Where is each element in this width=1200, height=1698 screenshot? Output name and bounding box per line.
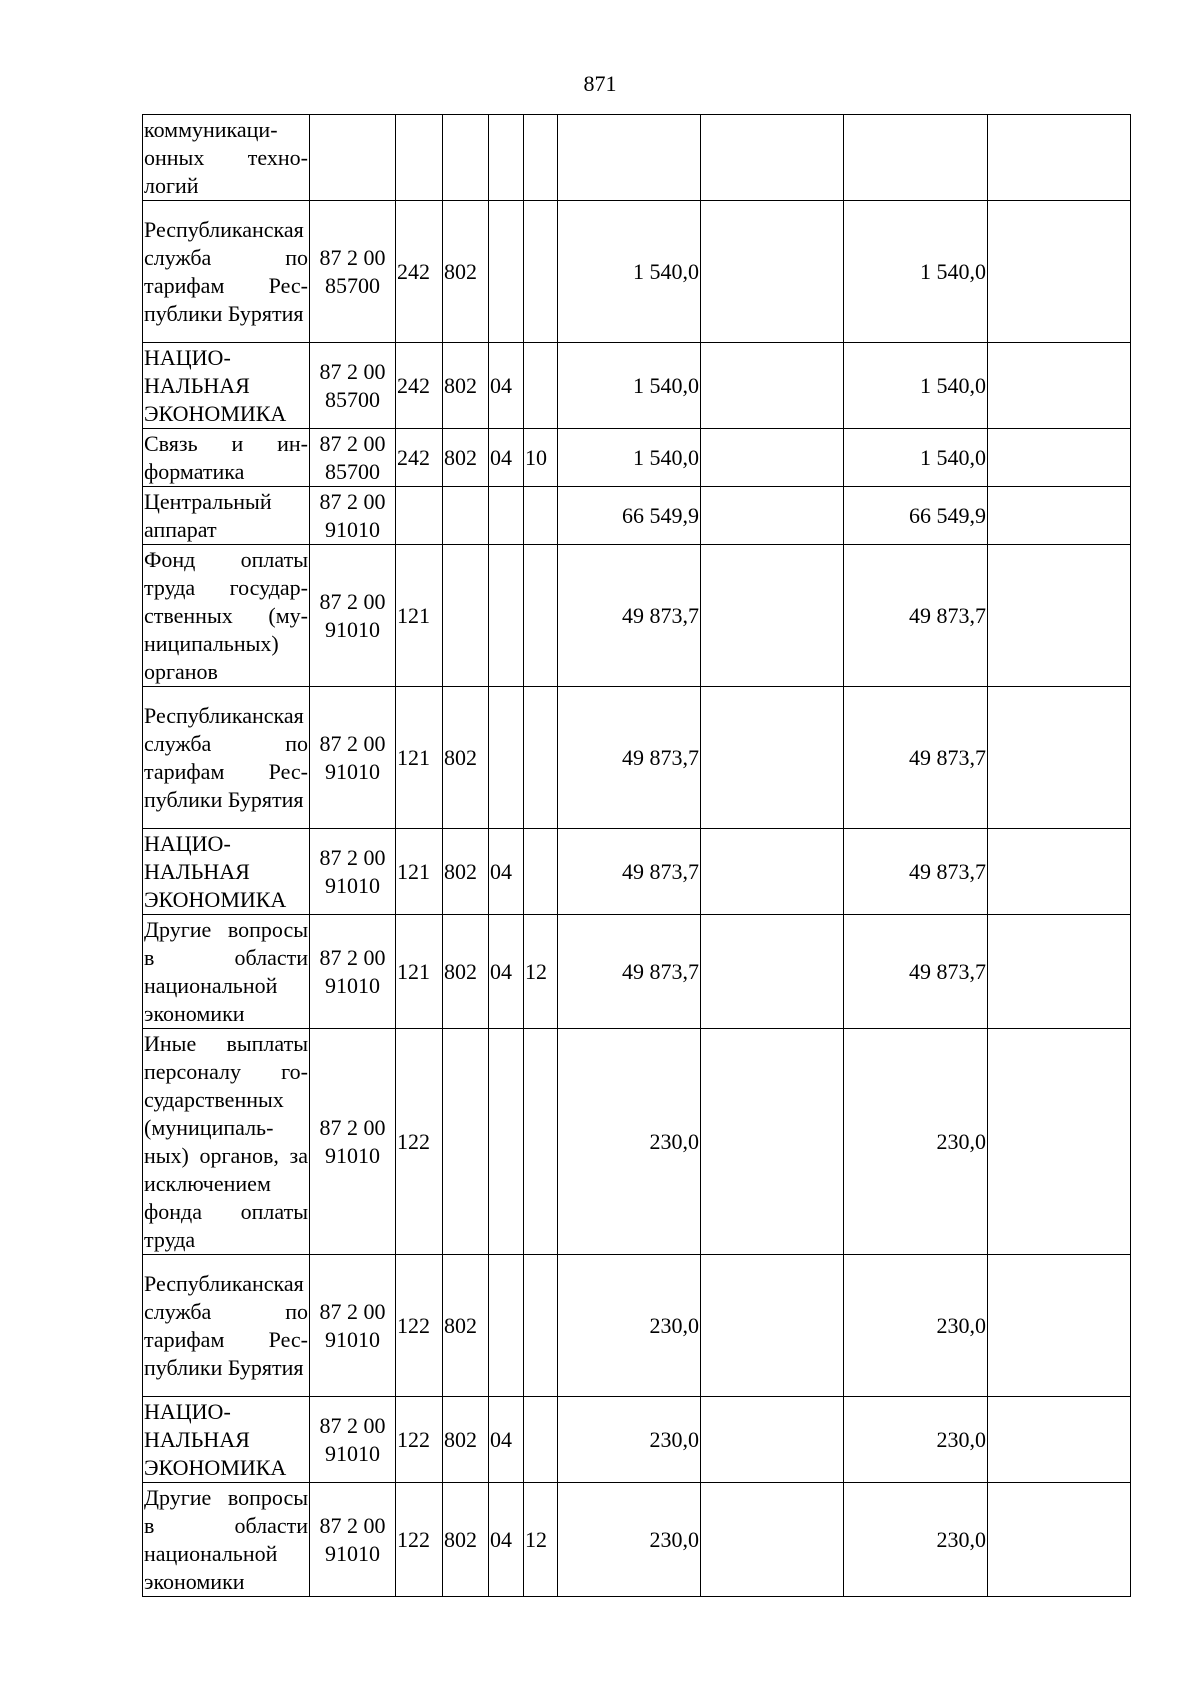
table-row: [143, 343, 1131, 429]
table-row: [143, 915, 1131, 1029]
cell-amount-3: 1 540,0: [844, 201, 988, 343]
table-row: [143, 429, 1131, 487]
cell-grbs: 802: [443, 429, 489, 487]
cell-subsection: [524, 343, 558, 429]
cell-amount-3: 49 873,7: [844, 687, 988, 829]
cell-section: 04: [489, 829, 524, 915]
cell-amount-2: [701, 201, 844, 343]
cell-target-article: 87 2 00 91010: [310, 1397, 396, 1483]
table-row: [143, 115, 1131, 201]
cell-subsection: 10: [524, 429, 558, 487]
table-row: [143, 1029, 1131, 1255]
cell-grbs: [443, 1029, 489, 1255]
cell-amount-1: 49 873,7: [558, 829, 701, 915]
cell-expense-type: 122: [396, 1397, 443, 1483]
table-row: [143, 487, 1131, 545]
cell-amount-4: [988, 343, 1131, 429]
cell-amount-1: 49 873,7: [558, 915, 701, 1029]
cell-expense-type: 122: [396, 1483, 443, 1597]
table-row: [143, 545, 1131, 687]
cell-amount-4: [988, 487, 1131, 545]
cell-amount-3: 1 540,0: [844, 343, 988, 429]
table-row: [143, 687, 1131, 829]
cell-subsection: [524, 115, 558, 201]
cell-amount-2: [701, 545, 844, 687]
cell-amount-4: [988, 115, 1131, 201]
cell-name: Другие вопросы в области национальной экономики: [143, 915, 310, 1029]
cell-expense-type: [396, 115, 443, 201]
cell-grbs: [443, 545, 489, 687]
cell-name: НАЦИОНАЛЬНАЯ ЭКОНОМИКА: [143, 343, 310, 429]
cell-name: Фонд оплаты труда государственных (муниципальных) органов: [143, 545, 310, 687]
cell-target-article: 87 2 00 91010: [310, 545, 396, 687]
cell-target-article: 87 2 00 91010: [310, 915, 396, 1029]
cell-amount-2: [701, 1397, 844, 1483]
cell-amount-4: [988, 687, 1131, 829]
cell-amount-4: [988, 429, 1131, 487]
cell-section: [489, 545, 524, 687]
cell-section: 04: [489, 429, 524, 487]
cell-amount-3: 1 540,0: [844, 429, 988, 487]
cell-name: Связь и информатика: [143, 429, 310, 487]
cell-amount-4: [988, 829, 1131, 915]
cell-amount-1: [558, 115, 701, 201]
cell-amount-2: [701, 1255, 844, 1397]
cell-expense-type: 242: [396, 429, 443, 487]
cell-grbs: 802: [443, 1255, 489, 1397]
table-row: [143, 201, 1131, 343]
cell-amount-2: [701, 1029, 844, 1255]
cell-target-article: 87 2 00 91010: [310, 829, 396, 915]
cell-amount-3: 230,0: [844, 1255, 988, 1397]
cell-expense-type: 121: [396, 829, 443, 915]
cell-target-article: [310, 115, 396, 201]
cell-amount-4: [988, 915, 1131, 1029]
cell-section: [489, 687, 524, 829]
cell-amount-4: [988, 1483, 1131, 1597]
cell-name: Другие вопросы в области национальной экономики: [143, 1483, 310, 1597]
cell-target-article: 87 2 00 85700: [310, 343, 396, 429]
cell-target-article: 87 2 00 91010: [310, 1029, 396, 1255]
cell-amount-1: 1 540,0: [558, 343, 701, 429]
cell-target-article: 87 2 00 91010: [310, 687, 396, 829]
cell-amount-3: 49 873,7: [844, 915, 988, 1029]
cell-name: НАЦИОНАЛЬНАЯ ЭКОНОМИКА: [143, 829, 310, 915]
cell-amount-1: 1 540,0: [558, 201, 701, 343]
cell-amount-3: 230,0: [844, 1483, 988, 1597]
cell-amount-2: [701, 429, 844, 487]
cell-amount-4: [988, 201, 1131, 343]
cell-amount-3: [844, 115, 988, 201]
table-body: [143, 115, 1131, 1597]
cell-section: [489, 1029, 524, 1255]
cell-target-article: 87 2 00 91010: [310, 1483, 396, 1597]
budget-table: [142, 114, 1131, 1597]
cell-subsection: [524, 1029, 558, 1255]
cell-amount-1: 49 873,7: [558, 545, 701, 687]
cell-amount-3: 49 873,7: [844, 829, 988, 915]
table-row: [143, 829, 1131, 915]
cell-section: [489, 115, 524, 201]
table-row: [143, 1483, 1131, 1597]
cell-amount-4: [988, 1255, 1131, 1397]
cell-amount-4: [988, 1397, 1131, 1483]
cell-subsection: [524, 487, 558, 545]
cell-name: НАЦИОНАЛЬНАЯ ЭКОНОМИКА: [143, 1397, 310, 1483]
cell-amount-1: 230,0: [558, 1397, 701, 1483]
cell-target-article: 87 2 00 85700: [310, 201, 396, 343]
cell-amount-2: [701, 829, 844, 915]
cell-amount-1: 230,0: [558, 1255, 701, 1397]
cell-grbs: 802: [443, 687, 489, 829]
cell-grbs: 802: [443, 1397, 489, 1483]
cell-subsection: [524, 1397, 558, 1483]
cell-section: 04: [489, 343, 524, 429]
cell-amount-2: [701, 343, 844, 429]
cell-subsection: 12: [524, 915, 558, 1029]
cell-amount-1: 230,0: [558, 1029, 701, 1255]
cell-expense-type: 121: [396, 687, 443, 829]
cell-grbs: 802: [443, 201, 489, 343]
cell-name: Республиканская служба по тарифам Республики Бурятия: [143, 1255, 310, 1397]
cell-subsection: [524, 829, 558, 915]
cell-amount-4: [988, 1029, 1131, 1255]
cell-amount-4: [988, 545, 1131, 687]
page-number: 871: [583, 71, 617, 96]
cell-expense-type: [396, 487, 443, 545]
cell-grbs: [443, 487, 489, 545]
cell-subsection: [524, 1255, 558, 1397]
cell-target-article: 87 2 00 91010: [310, 1255, 396, 1397]
cell-grbs: 802: [443, 1483, 489, 1597]
cell-expense-type: 122: [396, 1029, 443, 1255]
cell-subsection: [524, 201, 558, 343]
cell-name: коммуникационных технологий: [143, 115, 310, 201]
cell-expense-type: 122: [396, 1255, 443, 1397]
cell-grbs: 802: [443, 343, 489, 429]
cell-section: [489, 201, 524, 343]
cell-amount-1: 230,0: [558, 1483, 701, 1597]
cell-amount-1: 49 873,7: [558, 687, 701, 829]
cell-amount-1: 1 540,0: [558, 429, 701, 487]
cell-amount-3: 49 873,7: [844, 545, 988, 687]
cell-name: Иные выплаты персоналу государственных (муниципальных) органов, за исключением фонда оплаты труда: [143, 1029, 310, 1255]
cell-grbs: 802: [443, 829, 489, 915]
cell-section: 04: [489, 1397, 524, 1483]
table-row: [143, 1397, 1131, 1483]
cell-subsection: [524, 545, 558, 687]
cell-target-article: 87 2 00 91010: [310, 487, 396, 545]
cell-section: [489, 487, 524, 545]
cell-name: Центральный аппарат: [143, 487, 310, 545]
cell-amount-3: 230,0: [844, 1029, 988, 1255]
cell-section: 04: [489, 1483, 524, 1597]
cell-expense-type: 242: [396, 343, 443, 429]
cell-subsection: [524, 687, 558, 829]
cell-amount-1: 66 549,9: [558, 487, 701, 545]
cell-name: Республиканская служба по тарифам Республики Бурятия: [143, 201, 310, 343]
cell-amount-2: [701, 115, 844, 201]
cell-amount-2: [701, 915, 844, 1029]
cell-amount-3: 66 549,9: [844, 487, 988, 545]
cell-grbs: 802: [443, 915, 489, 1029]
cell-section: [489, 1255, 524, 1397]
cell-amount-2: [701, 687, 844, 829]
cell-grbs: [443, 115, 489, 201]
cell-target-article: 87 2 00 85700: [310, 429, 396, 487]
cell-amount-2: [701, 1483, 844, 1597]
cell-expense-type: 121: [396, 915, 443, 1029]
cell-subsection: 12: [524, 1483, 558, 1597]
cell-name: Республиканская служба по тарифам Республики Бурятия: [143, 687, 310, 829]
cell-section: 04: [489, 915, 524, 1029]
cell-amount-2: [701, 487, 844, 545]
cell-amount-3: 230,0: [844, 1397, 988, 1483]
table-row: [143, 1255, 1131, 1397]
cell-expense-type: 242: [396, 201, 443, 343]
cell-expense-type: 121: [396, 545, 443, 687]
